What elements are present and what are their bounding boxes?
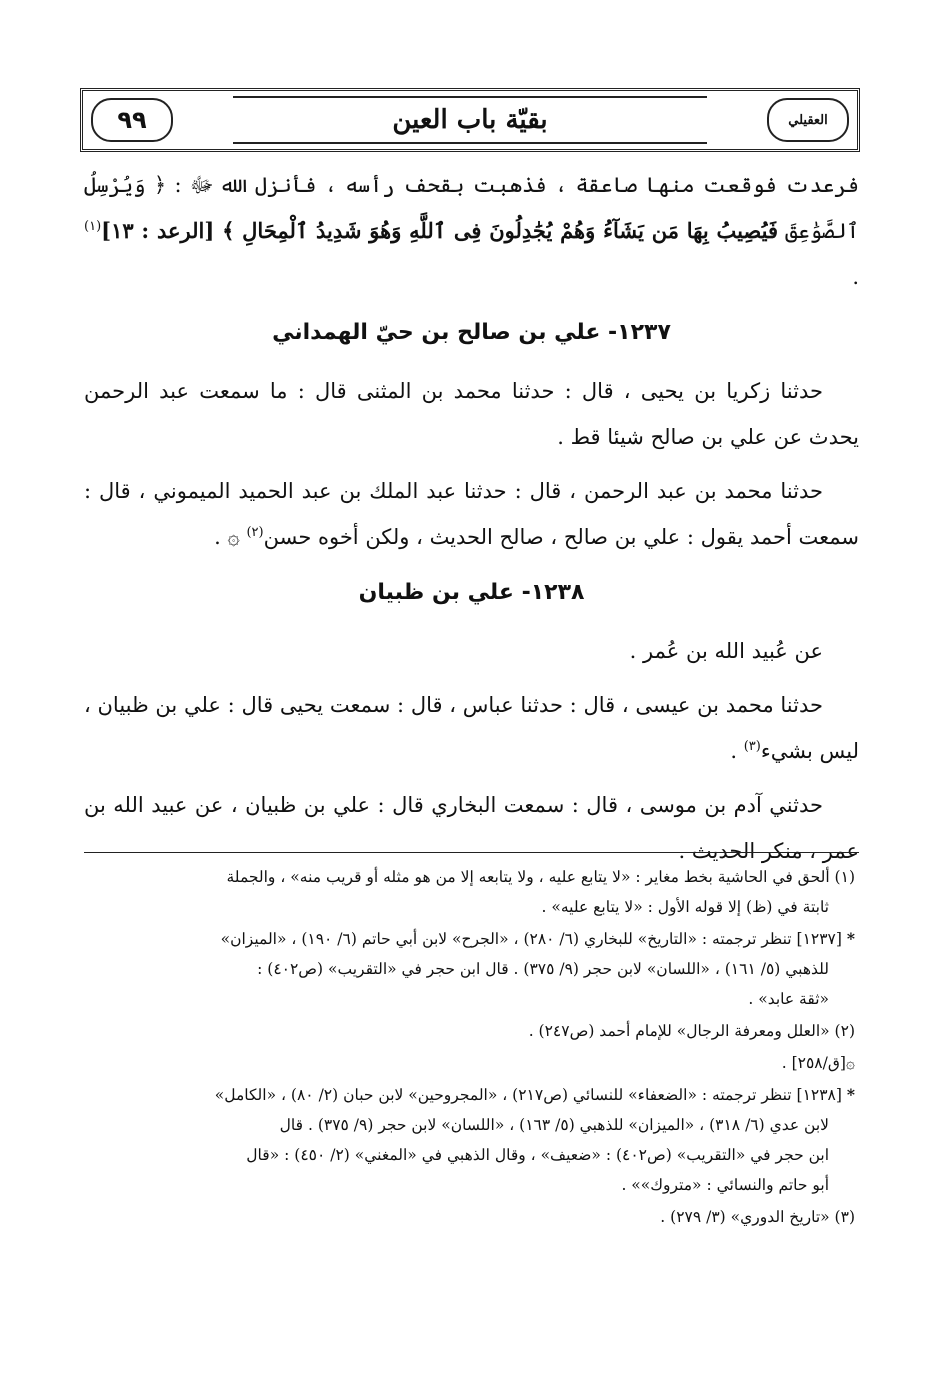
footnote-1237-line-3: «ثقة عابد» .	[748, 990, 829, 1008]
footnote-1238-line-3: ابن حجر في «التقريب» (ص٤٠٢) : «ضعيف» ، وقال الذهبي في «المغني» (٢/ ٤٥٠) : «قال	[246, 1146, 829, 1164]
footnote-1-line-2: ثابتة في (ظ) إلا قوله الأول : «لا يتابع عليه» .	[541, 898, 829, 916]
entry-1237-paragraph-2-text: حدثنا محمد بن عبد الرحمن ، قال : حدثنا عبد الملك بن عبد الحميد الميموني ، قال : سمعت أحمد يقول : علي بن صالح ، صالح الحديث ، ولكن أخوه حسن	[84, 479, 859, 549]
publisher-emblem	[767, 98, 849, 142]
intro-paragraph: فرعدت فوقعت منها صاعقة ، فذهبت بقحف رأسه ، فأنزل الله ﷻ : ﴿ وَيُرْسِلُ ٱلصَّوَٰعِقَ فَيُصِيبُ بِهَا مَن يَشَآءُ وَهُمْ يُجَٰدِلُونَ فِى ٱللَّهِ وَهُوَ شَدِيدُ ٱلْمِحَالِ ﴾ [الرعد : ١٣]$^{(١)}$ .	[84, 173, 859, 289]
entry-1238-paragraph-2	[84, 682, 859, 774]
entry-heading-1238: ١٢٣٨- علي بن ظبيان	[358, 580, 585, 605]
footnote-1	[84, 862, 859, 922]
footnote-1237-line-1: [١٢٣٧] تنظر ترجمته : «التاريخ» للبخاري (٦/ ٢٨٠) ، «الجرح» لابن أبي حاتم (٦/ ١٩٠) ، «الميزان»	[220, 930, 842, 948]
quran-verse: فَيُصِيبُ بِهَا مَن يَشَآءُ وَهُمْ يُجَٰدِلُونَ فِى ٱللَّهِ وَهُوَ شَدِيدُ ٱلْمِحَالِ ﴾ [الرعد : ١٣]	[101, 218, 778, 243]
footnote-2: (٢) «العلل ومعرفة الرجال» للإمام أحمد (ص٢٤٧) .	[528, 1022, 855, 1040]
footnote-manuscript-marker: ۞[ق/٢٥٨] .	[781, 1054, 855, 1072]
main-text	[84, 162, 859, 882]
entry-1237-paragraph-1: حدثنا زكريا بن يحيى ، قال : حدثنا محمد بن المثنى قال : ما سمعت عبد الرحمن يحدث عن علي بن صالح شيئا قط .	[84, 379, 859, 449]
footnote-entry-1238	[84, 1080, 859, 1200]
footnote-1238-line-4: أبو حاتم والنسائي : «متروك»» .	[621, 1176, 829, 1194]
footnote-1237-line-2: للذهبي (٥/ ١٦١) ، «اللسان» لابن حجر (٩/ ٣٧٥) . قال ابن حجر في «التقريب» (ص٤٠٢) :	[257, 960, 829, 978]
emblem-label: العقيلي	[788, 112, 828, 128]
star-marker: *	[846, 929, 855, 948]
footnotes	[84, 862, 859, 1234]
footnote-ref-3: (٣)	[743, 739, 761, 754]
star-marker: *	[846, 1085, 855, 1104]
entry-heading-1237: ١٢٣٧- علي بن صالح بن حيّ الهمداني	[272, 320, 671, 345]
manuscript-marker: ۞ .	[214, 525, 240, 549]
intro-line-1: فرعدت فوقعت منها صاعقة ، فذهبت بقحف رأسه ، فأنزل الله ﷻ : ﴿ وَيُرْسِلُ ٱلصَّوَٰعِقَ	[84, 173, 859, 243]
footnote-separator	[84, 852, 859, 853]
footnote-1-line-1: (١) ألحق في الحاشية بخط مغاير : «لا يتابع عليه ، ولا يتابعه إلا من هو مثله أو قريب منه» ، والجملة	[226, 868, 855, 886]
page-number: ٩٩	[91, 98, 173, 142]
footnote-3: (٣) «تاريخ الدوري» (٣/ ٢٧٩) .	[660, 1208, 855, 1226]
footnote-entry-1237	[84, 924, 859, 1014]
entry-1238-paragraph-2-text: حدثنا محمد بن عيسى ، قال : حدثنا عباس ، قال : سمعت يحيى قال : علي بن ظبيان ، ليس بشيء	[84, 693, 859, 763]
running-header	[80, 88, 860, 152]
entry-1238-paragraph-1: عن عُبيد الله بن عُمر .	[629, 639, 823, 663]
entry-1238-paragraph-3: حدثني آدم بن موسى ، قال : سمعت البخاري قال : علي بن ظبيان ، عن عبيد الله بن عمر ، منكر الحديث .	[84, 793, 859, 863]
footnote-ref-1: (١)	[84, 219, 102, 234]
footnote-ref-2: (٢)	[246, 525, 264, 540]
entry-1237-paragraph-2	[84, 468, 859, 560]
footnote-1238-line-2: لابن عدي (٦/ ٣١٨) ، «الميزان» للذهبي (٥/ ١٦٣) ، «اللسان» لابن حجر (٩/ ٣٧٥) . قال	[279, 1116, 829, 1134]
footnote-1238-line-1: [١٢٣٨] تنظر ترجمته : «الضعفاء» للنسائي (ص٢١٧) ، «المجروحين» لابن حبان (٢/ ٨٠) ، «الكامل»	[214, 1086, 842, 1104]
running-title: بقيّة باب العين	[378, 105, 561, 135]
entry-1238-paragraph-2-end: .	[730, 739, 744, 763]
